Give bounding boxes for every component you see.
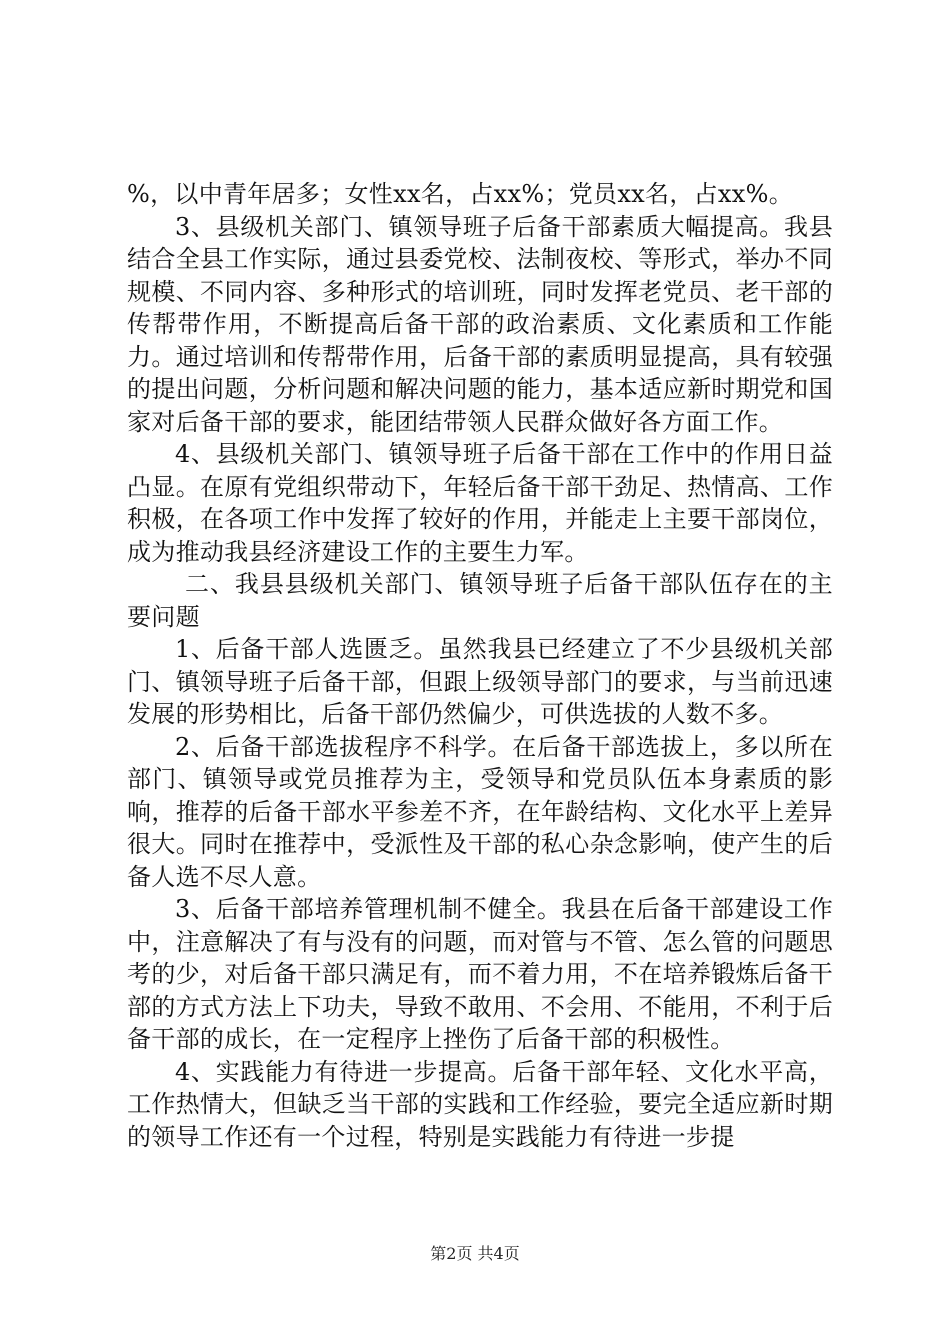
paragraph-continuation: %，以中青年居多；女性xx名，占xx%；党员xx名，占xx%。 — [127, 180, 793, 208]
paragraph-problem-1: 1、后备干部人选匮乏。虽然我县已经建立了不少县级机关部门、镇领导班子后备干部，但跟上级领导部门的要求，与当前迅速发展的形势相比，后备干部仍然偏少，可供选拔的人数不多。 — [127, 635, 833, 728]
section-heading-main-problems: 二、我县县级机关部门、镇领导班子后备干部队伍存在的主要问题 — [127, 570, 833, 631]
paragraph-point-4-role: 4、县级机关部门、镇领导班子后备干部在工作中的作用日益凸显。在原有党组织带动下，年轻后备干部干劲足、热情高、工作积极，在各项工作中发挥了较好的作用，并能走上主要干部岗位，成为推动我县经济建设工作的主要生力军。 — [127, 440, 833, 566]
paragraph-problem-2: 2、后备干部选拔程序不科学。在后备干部选拔上，多以所在部门、镇领导或党员推荐为主，受领导和党员队伍本身素质的影响，推荐的后备干部水平参差不齐，在年龄结构、文化水平上差异很大。同时在推荐中，受派性及干部的私心杂念影响，使产生的后备人选不尽人意。 — [127, 732, 833, 891]
paragraph-problem-4: 4、实践能力有待进一步提高。后备干部年轻、文化水平高，工作热情大，但缺乏当干部的实践和工作经验，要完全适应新时期的领导工作还有一个过程，特别是实践能力有待进一步提 — [127, 1057, 833, 1151]
page-number-footer: 第2页 共4页 — [430, 1244, 520, 1263]
document-body — [127, 178, 833, 1153]
paragraph-point-3-quality: 3、县级机关部门、镇领导班子后备干部素质大幅提高。我县结合全县工作实际，通过县委党校、法制夜校、等形式，举办不同规模、不同内容、多种形式的培训班，同时发挥老党员、老干部的传帮带作用，不断提高后备干部的政治素质、文化素质和工作能力。通过培训和传帮带作用，后备干部的素质明显提高，具有较强的提出问题，分析问题和解决问题的能力，基本适应新时期党和国家对后备干部的要求，能团结带领人民群众做好各方面工作。 — [127, 212, 833, 436]
paragraph-problem-3: 3、后备干部培养管理机制不健全。我县在后备干部建设工作中，注意解决了有与没有的问题，而对管与不管、怎么管的问题思考的少，对后备干部只满足有，而不着力用，不在培养锻炼后备干部的方式方法上下功夫，导致不敢用、不会用、不能用，不利于后备干部的成长，在一定程序上挫伤了后备干部的积极性。 — [127, 895, 833, 1053]
